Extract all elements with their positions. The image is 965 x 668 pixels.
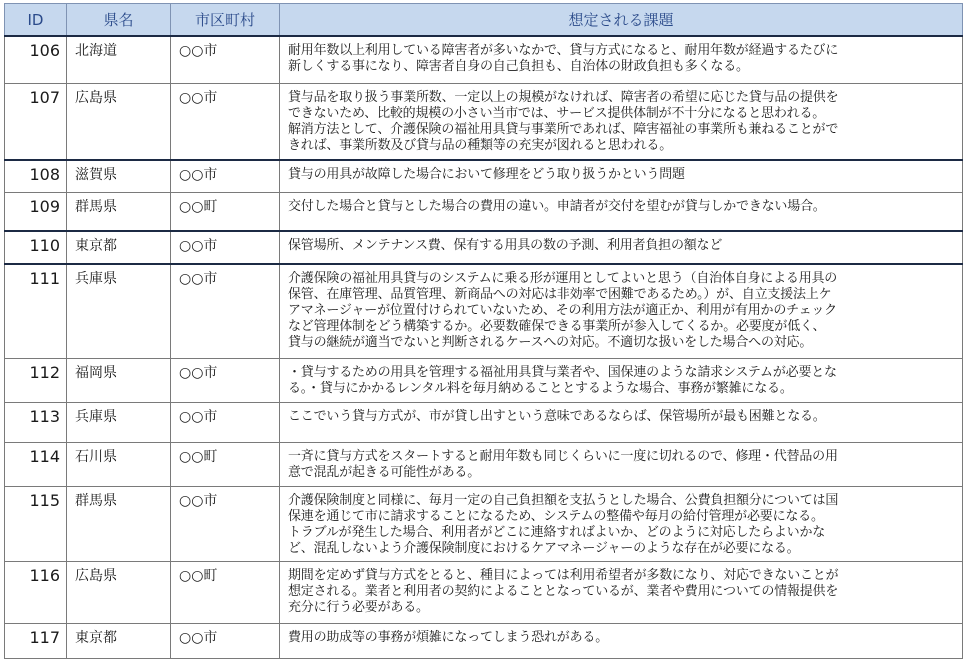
row-prefecture: 東京都 (67, 231, 171, 264)
row-municipality: ○○市 (171, 36, 280, 83)
table-row (5, 231, 963, 264)
row-issue (280, 192, 963, 231)
issue-line: できないため、比較的規模の小さい当市では、サービス提供体制が不十分になると思われる。 (288, 105, 826, 121)
issue-line: 新しくする事になり、障害者自身の自己負担も、自治体の財政負担も多くなる。 (288, 59, 749, 74)
row-prefecture: 兵庫県 (67, 264, 171, 358)
row-issue (280, 442, 963, 486)
row-issue (280, 402, 963, 442)
row-municipality: ○○市 (171, 402, 280, 442)
row-municipality: ○○町 (171, 561, 280, 623)
issue-line: 充分に行う必要がある。 (288, 599, 429, 615)
row-prefecture: 石川県 (67, 442, 171, 486)
issue-line: 貸与の継続が適当でないと判断されるケースへの対応。不適切な扱いをした場合への対応。 (288, 335, 813, 350)
row-prefecture: 群馬県 (67, 192, 171, 231)
issue-line: 意で混乱が起きる可能性がある。 (288, 464, 481, 480)
issue-line: ここでいう貸与方式が、市が貸し出すという意味であるならば、保管場所が最も困難となる。 (288, 408, 826, 424)
table-row (5, 160, 963, 192)
table-row (5, 264, 963, 358)
row-issue (280, 36, 963, 83)
issue-line: る。・貸与にかかるレンタル料を毎月納めることとするような場合、事務が繁雑になる。 (288, 380, 793, 396)
row-municipality: ○○市 (171, 623, 280, 658)
issue-line: 交付した場合と貸与とした場合の費用の違い。申請者が交付を望むが貸与しかできない場合。 (288, 198, 826, 214)
row-prefecture: 福岡県 (67, 358, 171, 402)
issue-line: 費用の助成等の事務が煩雑になってしまう恐れがある。 (288, 629, 609, 645)
issue-line: 一斉に貸与方式をスタートすると耐用年数も同じくらいに一度に切れるので、修理・代替品の用 (288, 448, 838, 464)
row-id: 116 (5, 561, 67, 623)
table-row (5, 358, 963, 402)
table-row (5, 442, 963, 486)
issue-line: 貸与の用具が故障した場合において修理をどう取り扱うかという問題 (288, 167, 685, 182)
header-id: ID (5, 4, 67, 37)
header-municipality: 市区町村 (171, 4, 280, 37)
table-row (5, 623, 963, 658)
row-municipality: ○○市 (171, 358, 280, 402)
table-row (5, 83, 963, 160)
issue-line: 介護保険制度と同様に、毎月一定の自己負担額を支払うとした場合、公費負担額分については国 (288, 492, 839, 508)
table-row (5, 402, 963, 442)
table-row (5, 192, 963, 231)
row-municipality: ○○市 (171, 486, 280, 561)
issue-line: 想定される。業者と利用者の契約によることとなっているが、業者や費用についての情報提供を (288, 583, 839, 599)
row-prefecture: 広島県 (67, 561, 171, 623)
row-prefecture: 広島県 (67, 83, 171, 160)
issue-line: 保連を通じて市に請求することになるため、システムの整備や毎月の給付管理が必要になる。 (288, 508, 824, 524)
row-id: 114 (5, 442, 67, 486)
row-id: 108 (5, 160, 67, 192)
issue-line: ・貸与するための用具を管理する福祉用具貸与業者や、国保連のような請求システムが必要とな (288, 364, 837, 380)
issue-line: 保管、在庫管理、品質管理、新商品への対応は非効率で困難であるため。）が、自立支援法上ケ (288, 287, 832, 302)
issue-line: 介護保険の福祉用具貸与のシステムに乗る形が運用としてよいと思う（自治体自身による用具の (288, 271, 838, 286)
row-municipality: ○○町 (171, 192, 280, 231)
table-row (5, 36, 963, 83)
row-prefecture: 北海道 (67, 36, 171, 83)
row-id: 112 (5, 358, 67, 402)
row-issue (280, 264, 963, 358)
row-prefecture: 滋賀県 (67, 160, 171, 192)
row-prefecture: 東京都 (67, 623, 171, 658)
row-prefecture: 群馬県 (67, 486, 171, 561)
issue-line: など管理体制をどう構築するか。必要数確保できる事業所が参入してくるか。必要度が低く、 (288, 319, 826, 334)
issue-line: 解消方法として、介護保険の福祉用具貸与事業所であれば、障害福祉の事業所も兼ねることがで (288, 121, 839, 137)
row-id: 115 (5, 486, 67, 561)
table-row (5, 486, 963, 561)
row-id: 109 (5, 192, 67, 231)
row-issue (280, 358, 963, 402)
issue-line: 貸与品を取り扱う事業所数、一定以上の規模がなければ、障害者の希望に応じた貸与品の提供を (288, 89, 839, 105)
row-issue (280, 486, 963, 561)
issue-line: ど、混乱しないよう介護保険制度におけるケアマネージャーのような存在が必要になる。 (288, 540, 800, 556)
header-row (5, 4, 963, 37)
issue-line: 期間を定めず貸与方式をとると、種目によっては利用希望者が多数になり、対応できないことが (288, 567, 839, 583)
row-municipality: ○○市 (171, 264, 280, 358)
row-id: 117 (5, 623, 67, 658)
issue-line: アマネージャーが位置付けられていないため、その利用方法が適正か、利用が有用かのチェック (288, 303, 837, 318)
header-prefecture: 県名 (67, 4, 171, 37)
row-issue (280, 623, 963, 658)
header-issue: 想定される課題 (280, 4, 963, 37)
row-issue (280, 231, 963, 264)
row-issue (280, 561, 963, 623)
row-id: 113 (5, 402, 67, 442)
row-id: 106 (5, 36, 67, 83)
row-municipality: ○○市 (171, 83, 280, 160)
row-prefecture: 兵庫県 (67, 402, 171, 442)
row-issue (280, 160, 963, 192)
issue-line: トラブルが発生した場合、利用者がどこに連絡すればよいか、どのように対応したらよいかな (288, 524, 826, 540)
table-row (5, 561, 963, 623)
row-id: 110 (5, 231, 67, 264)
row-issue (280, 83, 963, 160)
row-municipality: ○○町 (171, 442, 280, 486)
row-id: 107 (5, 83, 67, 160)
issues-table (4, 3, 963, 659)
row-municipality: ○○市 (171, 231, 280, 264)
issue-line: きれば、事業所数及び貸与品の種類等の充実が図れると思われる。 (288, 137, 673, 153)
issue-line: 保管場所、メンテナンス費、保有する用具の数の予測、利用者負担の額など (288, 238, 723, 253)
issue-line: 耐用年数以上利用している障害者が多いなかで、貸与方式になると、耐用年数が経過するたびに (288, 43, 839, 58)
row-municipality: ○○市 (171, 160, 280, 192)
row-id: 111 (5, 264, 67, 358)
